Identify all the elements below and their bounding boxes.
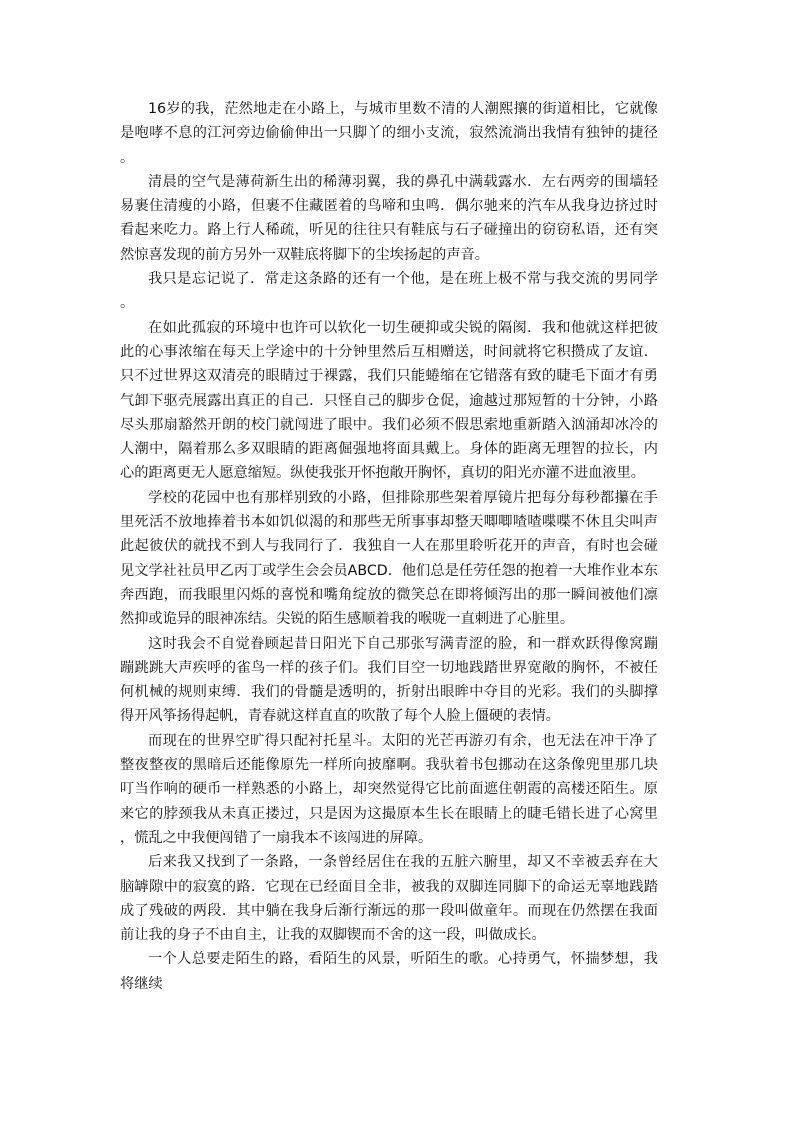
paragraph-6: 这时我会不自觉眷顾起昔日阳光下自己那张写满青涩的脸，和一群欢跃得像窝蹦蹦跳跳大声疾呼的雀鸟一样的孩子们。我们目空一切地践踏世界宽敞的胸怀，不被任何机械的规则束缚．我们的骨髓是透明的，折射出眼眸中夺目的光彩。我们的头脚撑得开风筝扬得起帆，青春就这样直直的吹散了每个人脸上僵硬的表情。 xyxy=(120,635,658,725)
paragraph-5: 学校的花园中也有那样别致的小路，但排除那些架着厚镜片把每分每秒都攥在手里死活不放地捧着书本如饥似渴的和那些无所事事却整天唧唧喳喳喋喋不休且尖叫声此起彼伏的就找不到人与我同行了．我独自一人在那里聆听花开的声音，有时也会碰见文学社社员甲乙丙丁或学生会会员ABCD．他们总是任劳任怨的抱着一大堆作业本东奔西跑，而我眼里闪烁的喜悦和嘴角绽放的微笑总在即将倾泻出的那一瞬间被他们凛然抑或诡异的眼神冻结。尖锐的陌生感顺着我的喉咙一直刺进了心脏里。 xyxy=(120,489,658,628)
paragraph-7: 而现在的世界空旷得只配衬托星斗。太阳的光芒再游刃有余，也无法在冲干净了整夜整夜的黑暗后还能像原先一样所向披靡啊。我驮着书包挪动在这条像兜里那几块叮当作响的硬币一样熟悉的小路上，却突然觉得它比前面遮住朝霞的高楼还陌生。原来它的脖颈我从未真正搂过，只是因为这撮原本生长在眼睛上的睫毛错长进了心窝里，慌乱之中我便闯错了一扇我本不该闯进的屏障。 xyxy=(120,732,658,846)
paragraph-1: 16岁的我，茫然地走在小路上，与城市里数不清的人潮熙攘的街道相比，它就像是咆哮不息的江河旁边偷偷伸出一只脚丫的细小支流，寂然流淌出我情有独钟的捷径。 xyxy=(120,101,658,166)
paragraph-4: 在如此孤寂的环境中也许可以软化一切生硬抑或尖锐的隔阂．我和他就这样把彼此的心事浓缩在每天上学途中的十分钟里然后互相赠送，时间就将它积攒成了友谊．只不过世界这双清亮的眼睛过于裸露，我们只能蜷缩在它错落有致的睫毛下面才有勇气卸下驱壳展露出真正的自己．只怪自己的脚步仓促，逾越过那短暂的十分钟，小路尽头那扇豁然开朗的校门就闯进了眼中。我们必须不假思索地重新踏入汹涌却冰冷的人潮中，隔着那么多双眼睛的距离倔强地将面具戴上。身体的距离无理智的拉长，内心的距离更无人愿意缩短。纵使我张开怀抱敞开胸怀，真切的阳光亦灌不进血液里。 xyxy=(120,319,658,482)
paragraph-9: 一个人总要走陌生的路，看陌生的风景，听陌生的歌。心持勇气，怀揣梦想，我将继续 xyxy=(120,951,658,992)
paragraph-2: 清晨的空气是薄荷新生出的稀薄羽翼，我的鼻孔中满载露水．左右两旁的围墙轻易裹住清瘦的小路，但裹不住藏匿着的鸟啼和虫鸣．偶尔驰来的汽车从我身边挤过时看起来吃力。路上行人稀疏，听见的往往只有鞋底与石子碰撞出的窃窃私语，还有突然惊喜发现的前方另外一双鞋底将脚下的尘埃扬起的声音。 xyxy=(120,173,658,263)
paragraph-3: 我只是忘记说了．常走这条路的还有一个他，是在班上极不常与我交流的男同学。 xyxy=(120,271,658,312)
paragraph-8: 后来我又找到了一条路，一条曾经居住在我的五脏六腑里，却又不幸被丢弃在大脑罅隙中的寂寞的路．它现在已经面目全非，被我的双脚连同脚下的命运无辜地践踏成了残破的两段．其中躺在我身后渐行渐远的那一段叫做童年。而现在仍然摆在我面前让我的身子不由自主，让我的双脚锲而不舍的这一段，叫做成长。 xyxy=(120,854,658,944)
document-body xyxy=(120,97,658,996)
